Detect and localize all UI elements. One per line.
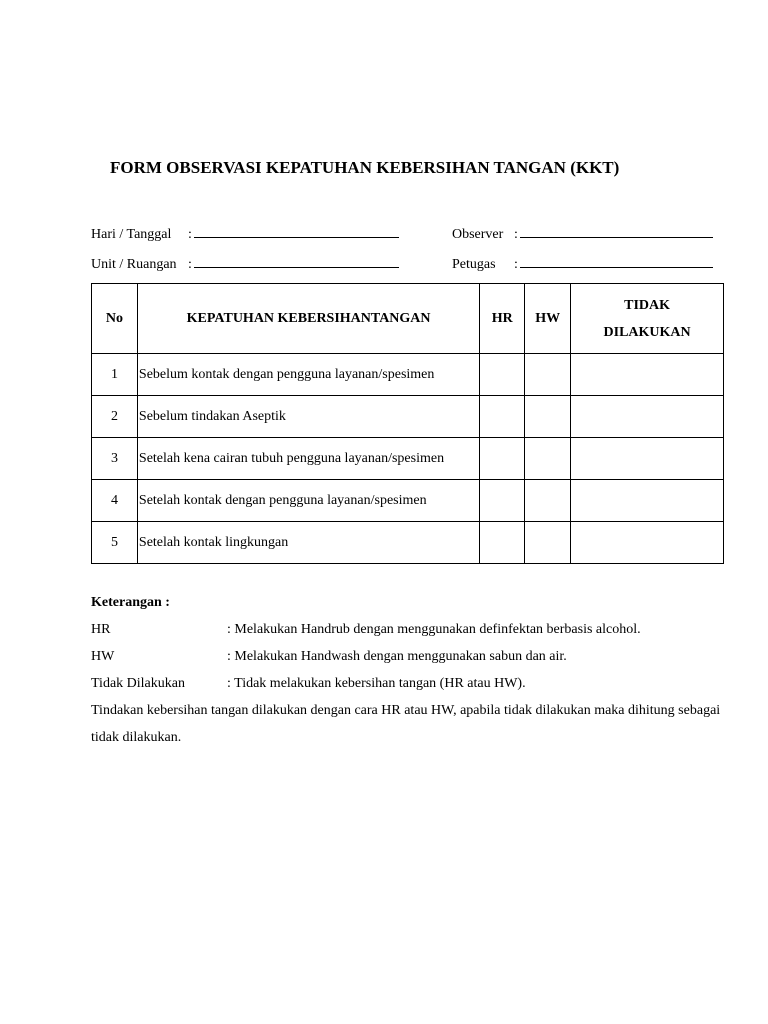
row-hw-cell[interactable] [525,480,571,522]
hari-tanggal-field [91,225,399,243]
petugas-label: Petugas [452,257,496,272]
row-description: Sebelum kontak dengan pengguna layanan/spesimen [137,354,479,396]
row-hw-cell[interactable] [525,396,571,438]
header-tidak-line1: TIDAK [624,297,671,313]
header-tidak-dilakukan [571,284,724,354]
petugas-input-line[interactable] [520,255,713,268]
row-tidak-cell[interactable] [571,354,724,396]
table-header-row [92,284,724,354]
legend-term: HR [91,622,111,637]
row-hr-cell[interactable] [480,396,525,438]
observation-table [91,283,724,564]
legend-definition: : Melakukan Handrub dengan menggunakan definfektan berbasis alcohol. [227,622,641,637]
legend-definition: : Tidak melakukan kebersihan tangan (HR atau HW). [227,676,526,691]
header-hw: HW [525,284,571,354]
legend-definition: : Melakukan Handwash dengan menggunakan sabun dan air. [227,649,567,664]
row-hw-cell[interactable] [525,354,571,396]
hari-tanggal-colon: : [188,227,192,242]
unit-ruangan-input-line[interactable] [194,255,399,268]
table-row [92,480,724,522]
observer-input-line[interactable] [520,225,713,238]
observer-field [452,225,713,243]
header-kepatuhan: KEPATUHAN KEBERSIHANTANGAN [137,284,479,354]
petugas-colon: : [514,257,518,272]
form-title: FORM OBSERVASI KEPATUHAN KEBERSIHAN TANGAN (KKT) [110,158,620,177]
row-tidak-cell[interactable] [571,480,724,522]
observer-colon: : [514,227,518,242]
observer-label: Observer [452,227,504,242]
row-hw-cell[interactable] [525,522,571,564]
row-hr-cell[interactable] [480,522,525,564]
legend-item [91,673,731,700]
row-no: 3 [92,438,138,480]
hari-tanggal-input-line[interactable] [194,225,399,238]
petugas-field [452,255,713,273]
table-row [92,438,724,480]
header-hr: HR [480,284,525,354]
header-tidak-line2: DILAKUKAN [603,324,691,340]
row-no: 4 [92,480,138,522]
unit-ruangan-label: Unit / Ruangan [91,257,177,272]
row-description: Setelah kena cairan tubuh pengguna layanan/spesimen [137,438,479,480]
keterangan-heading: Keterangan : [91,595,170,610]
legend-item [91,619,731,646]
row-no: 1 [92,354,138,396]
legend-item [91,646,731,673]
table-row [92,354,724,396]
row-no: 2 [92,396,138,438]
legend-term: HW [91,649,115,664]
keterangan-section [91,592,731,751]
hari-tanggal-label: Hari / Tanggal [91,227,172,242]
row-tidak-cell[interactable] [571,396,724,438]
unit-ruangan-colon: : [188,257,192,272]
keterangan-paragraph: Tindakan kebersihan tangan dilakukan dengan cara HR atau HW, apabila tidak dilakukan maka dihitung sebagai tidak dilakukan. [91,703,721,745]
row-hr-cell[interactable] [480,354,525,396]
row-tidak-cell[interactable] [571,438,724,480]
row-description: Sebelum tindakan Aseptik [137,396,479,438]
row-hw-cell[interactable] [525,438,571,480]
header-no: No [92,284,138,354]
table-row [92,522,724,564]
row-tidak-cell[interactable] [571,522,724,564]
table-row [92,396,724,438]
row-no: 5 [92,522,138,564]
legend-term: Tidak Dilakukan [91,676,185,691]
row-description: Setelah kontak lingkungan [137,522,479,564]
row-description: Setelah kontak dengan pengguna layanan/spesimen [137,480,479,522]
unit-ruangan-field [91,255,399,273]
row-hr-cell[interactable] [480,480,525,522]
row-hr-cell[interactable] [480,438,525,480]
